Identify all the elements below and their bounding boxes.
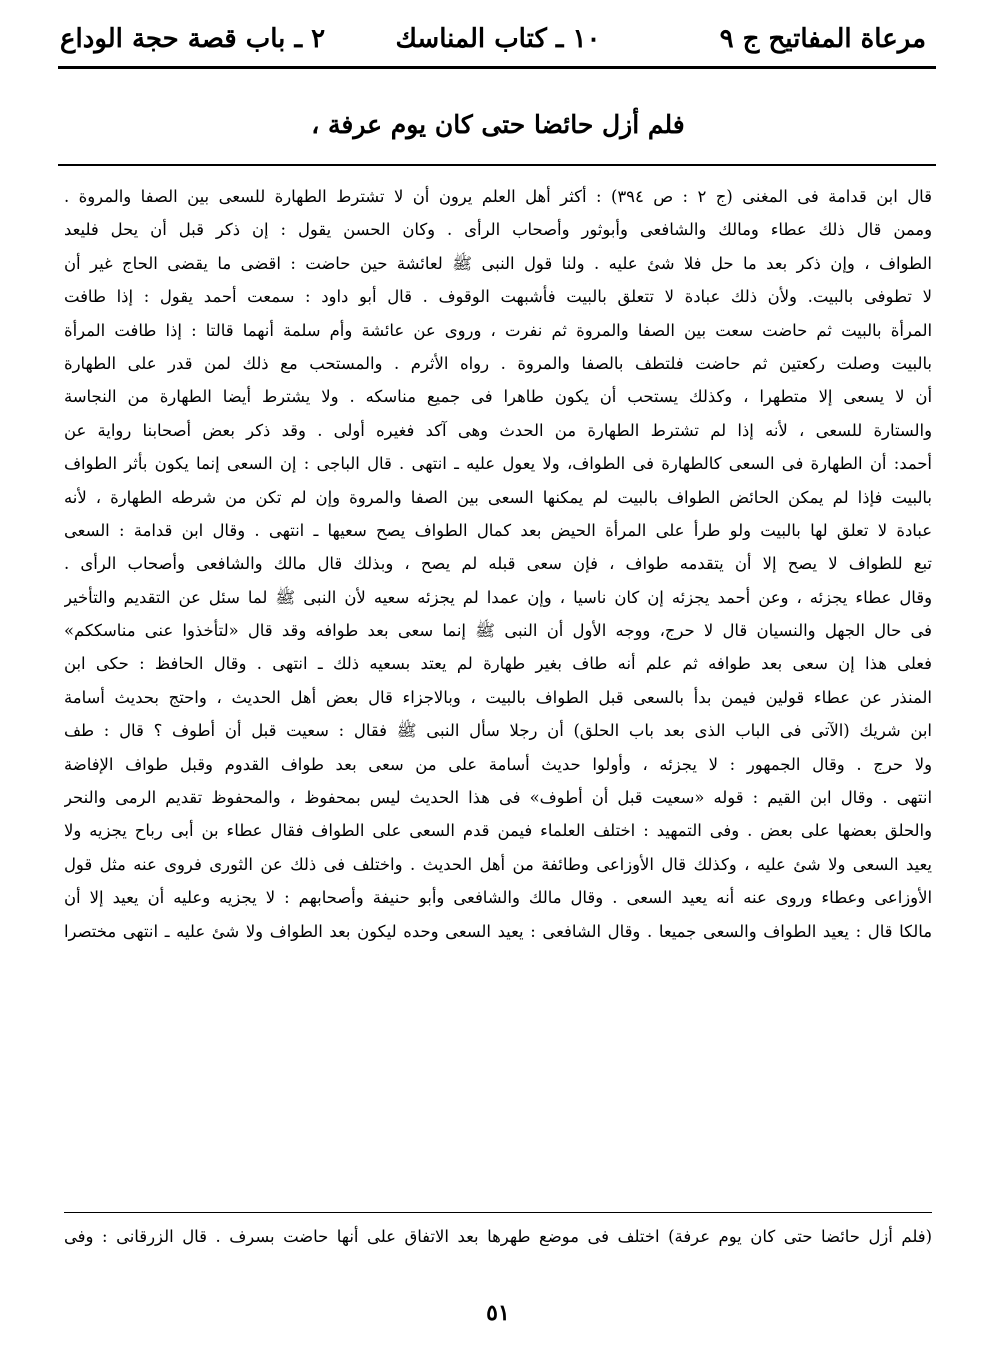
text-line: بالبيت فإذا لم يمكن الحائض الطواف بالبيت لم يمكنها السعى بين الصفا والمروة وإن لم تكن من شرطه الطهارة ، لأنه bbox=[64, 487, 932, 507]
text-line: قال ابن قدامة فى المغنى (ج ٢ : ص ٣٩٤) : أكثر أهل العلم يرون أن لا تشترط الطهارة للسعى بين الصفا والمروة . bbox=[64, 187, 932, 206]
header-book-title: مرعاة المفاتيح ج ٩ bbox=[719, 24, 926, 54]
text-line: بالبيت وصلت ركعتين ثم حاضت فلتطف بالصفا والمروة . رواه الأثرم . والمستحب مع ذلك لمن قدر على الطهارة bbox=[64, 353, 932, 373]
text-line: فى حال الجهل والنسيان قال لا حرج، ووجه الأول أن النبى ﷺ إنما سعى بعد طوافه وقد قال «لتأخذوا عنى مناسككم» bbox=[64, 621, 932, 641]
text-line: المنذر عن عطاء قولين فيمن بدأ بالسعى قبل الطواف بالبيت ، وبالاجزاء قال بعض أهل الحديث ، واحتج بحديث أسامة bbox=[64, 687, 932, 707]
text-line: وقال عطاء يجزئه ، وعن أحمد يجزئه إن كان ناسيا ، وإن عمدا لم يجزئه سعيه لأن النبى ﷺ لما سئل عن التقديم والتأخير bbox=[64, 587, 932, 607]
hadith-text: فلم أزل حائضا حتى كان يوم عرفة ، bbox=[311, 110, 685, 139]
text-line: والستارة للسعى ، لأنه إذا لم تشترط الطهارة من الحدث وهى آكد فغيره أولى . وقد ذكر بعض أصحابنا رواية عن bbox=[64, 420, 932, 440]
page-number: ٥١ bbox=[486, 1300, 510, 1326]
text-line: يعيد السعى ولا شئ عليه ، وكذلك قال الأوزاعى وطائفة من أهل الحديث . واختلف فى ذلك عن الثورى فروى عنه مثل قول bbox=[64, 854, 932, 874]
text-line: فعلى هذا إن سعى بعد طوافه ثم علم أنه طاف بغير طهارة لم يعتد بسعيه ذلك ـ انتهى . وقال الحافظ : حكى ابن bbox=[64, 654, 932, 674]
text-line: ابن شريك (الآتى فى الباب الذى بعد باب الحلق) أن رجلا سأل النبى ﷺ فقال : سعيت قبل أن أطوف ؟ قال : طف bbox=[64, 721, 932, 741]
text-line: أن لا يسعى إلا متطهرا ، وكذلك يستحب أن يكون طاهرا فى جميع مناسكه . ولا يشترط أيضا الطهارة من النجاسة bbox=[64, 387, 932, 407]
text-line: الأوزاعى وعطاء وروى عنه أنه يعيد السعى . وقال مالك والشافعى وأبو حنيفة وأصحابهم : لا يجزيه وعليه أن يعيد إلا أن bbox=[64, 888, 932, 908]
text-line: الطواف ، وإن ذكر بعد ما حل فلا شئ عليه . ولنا قول النبى ﷺ لعائشة حين حاضت : اقضى ما يقضى الحاج غير أن bbox=[64, 253, 932, 273]
header-rule bbox=[58, 66, 936, 69]
text-line: والحلق بعضها على بعض . وفى التمهيد : اختلف العلماء فيمن قدم السعى على الطواف فقال عطاء بن أبى رباح يجزيه ولا bbox=[64, 821, 932, 841]
matn-rule bbox=[58, 164, 936, 166]
text-line: مالكا قال : يعيد الطواف والسعى جميعا . وقال الشافعى : يعيد السعى وحده ليكون بعد الطواف ولا شئ عليه ـ انتهى مختصرا bbox=[64, 921, 932, 941]
commentary-body bbox=[64, 180, 932, 948]
running-header bbox=[60, 24, 936, 64]
text-line: عبادة لا تعلق لها بالبيت ولو طرأ على المرأة الحيض بعد كمال الطواف يصح سعيها ـ انتهى . وقال ابن قدامة : السعى bbox=[64, 520, 932, 540]
header-chapter: ١٠ ـ كتاب المناسك bbox=[395, 24, 601, 54]
footnote-rule bbox=[64, 1212, 932, 1213]
footnote-line: (فلم أزل حائضا حتى كان يوم عرفة) اختلف فى موضع طهرها بعد الاتفاق على أنها حاضت بسرف . قال الزرقانى : وفى bbox=[64, 1227, 932, 1246]
text-line: تبع للطواف لا يصح إلا أن يتقدمه طواف ، فإن سعى قبله لم يصح ، وبذلك قال مالك والشافعى وأصحاب الرأى . bbox=[64, 554, 932, 574]
text-line: المرأة بالبيت ثم حاضت سعت بين الصفا والمروة ثم نفرت ، وروى عن عائشة وأم سلمة أنهما قالتا : إذا طافت المرأة bbox=[64, 320, 932, 340]
header-section: ٢ ـ باب قصة حجة الوداع bbox=[60, 24, 326, 54]
text-line: انتهى . وقال ابن القيم : قوله «سعيت قبل أن أطوف» فى هذا الحديث ليس بمحفوظ ، والمحفوظ تقديم الرمى والنحر bbox=[64, 788, 932, 808]
text-line: أحمد: أن الطهارة فى السعى كالطهارة فى الطواف، ولا يعول عليه ـ انتهى . قال الباجى : إن السعى إنما يكون بأثر الطواف bbox=[64, 454, 932, 474]
text-line: لا تطوفى بالبيت. ولأن ذلك عبادة لا تتعلق بالبيت فأشبهت الوقوف . قال أبو داود : سمعت أحمد يقول : إذا طافت bbox=[64, 287, 932, 307]
text-line: وممن قال ذلك عطاء ومالك والشافعى وأبوثور وأصحاب الرأى . وكان الحسن يقول : إن ذكر قبل أن يحل فليعد bbox=[64, 220, 932, 240]
text-line: ولا حرج . وقال الجمهور : لا يجزئه ، وأولوا حديث أسامة على من سعى بعد طواف القدوم وقبل طواف الإفاضة bbox=[64, 754, 932, 774]
